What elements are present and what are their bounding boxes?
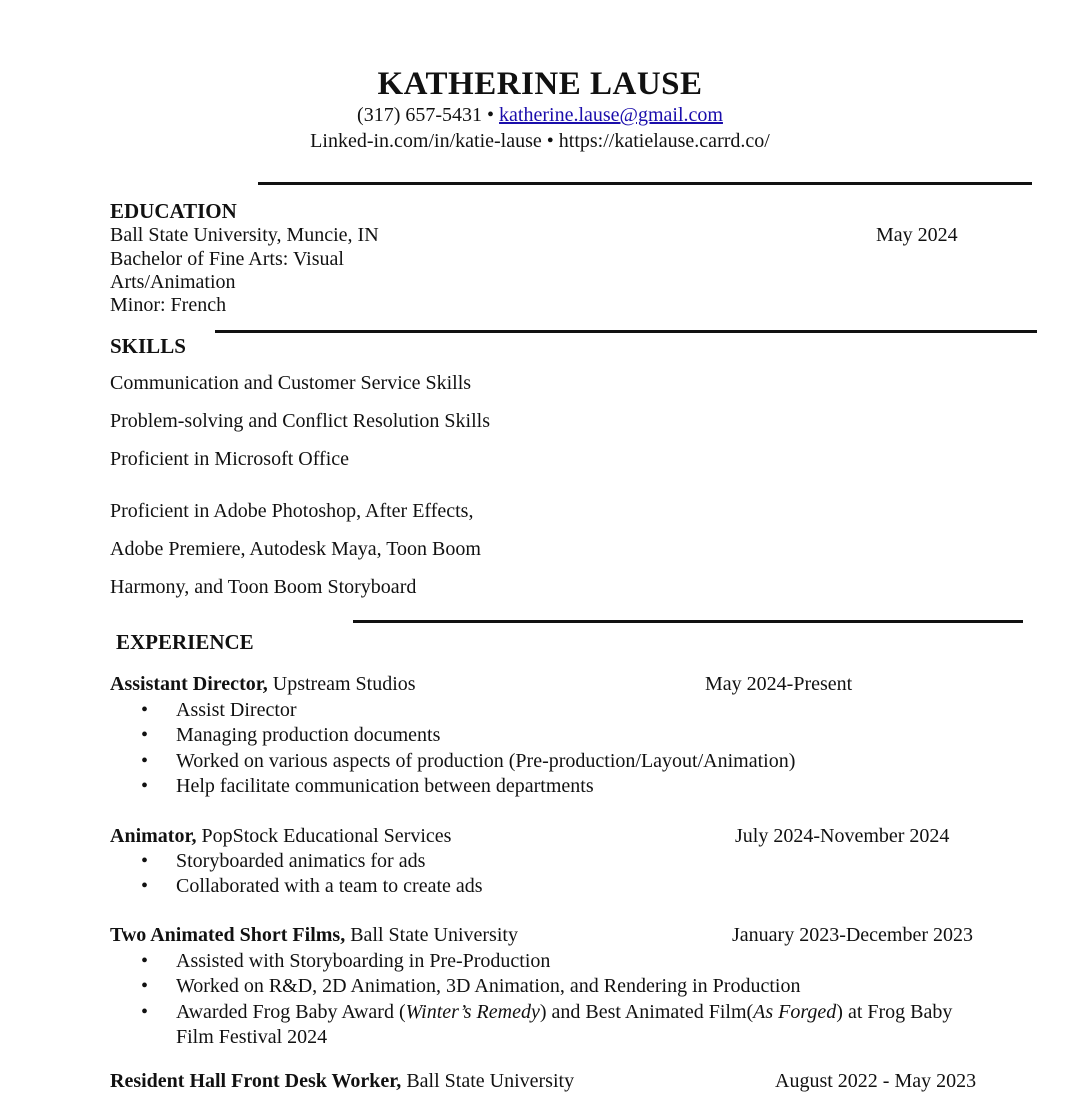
email-link[interactable]: katherine.lause@gmail.com (499, 104, 723, 126)
job-title: Assistant Director, (110, 673, 268, 695)
award-film-2: As Forged (753, 1000, 837, 1023)
divider-rule (258, 182, 1032, 185)
job-org: Ball State University (350, 924, 518, 946)
list-item: • Collaborated with a team to create ads (110, 874, 483, 899)
linkedin-url: Linked-in.com/in/katie-lause (310, 130, 542, 152)
list-item: • Storyboarded animatics for ads (110, 849, 483, 874)
job-dates: January 2023-December 2023 (732, 924, 974, 946)
job-title-line (110, 1070, 574, 1093)
skill-item: Adobe Premiere, Autodesk Maya, Toon Boom (110, 538, 481, 560)
award-suffix: ) at Frog Baby Film Festival 2024 (176, 1000, 953, 1048)
skill-item: Problem-solving and Conflict Resolution Skills (110, 410, 490, 432)
degree-line-1: Bachelor of Fine Arts: Visual (110, 248, 344, 270)
job-title-line (110, 924, 518, 947)
list-item: • Assisted with Storyboarding in Pre-Production (110, 949, 976, 974)
job-dates: August 2022 - May 2023 (775, 1070, 977, 1092)
job-bullets (110, 849, 483, 900)
list-item: • Managing production documents (110, 723, 795, 748)
job-org: Ball State University (406, 1070, 575, 1092)
graduation-date: May 2024 (876, 224, 958, 246)
job-title-line (110, 825, 451, 848)
contact-line-2 (0, 130, 1080, 153)
separator: • (487, 104, 495, 126)
phone-number: (317) 657-5431 (357, 104, 483, 126)
separator: • (546, 130, 554, 152)
experience-heading: EXPERIENCE (116, 630, 254, 654)
skill-item: Proficient in Adobe Photoshop, After Effects, (110, 500, 474, 522)
job-bullets (110, 949, 976, 1050)
list-item: • Worked on R&D, 2D Animation, 3D Animation, and Rendering in Production (110, 974, 976, 999)
job-title: Animator, (110, 825, 197, 847)
skill-item: Proficient in Microsoft Office (110, 448, 350, 470)
job-bullets (110, 698, 795, 799)
award-list-item (110, 1000, 976, 1050)
skill-item: Communication and Customer Service Skills (110, 372, 472, 394)
resume-name: KATHERINE LAUSE (377, 66, 703, 102)
education-heading: EDUCATION (110, 199, 237, 223)
contact-line-1 (0, 104, 1080, 127)
list-item: • Help facilitate communication between departments (110, 774, 795, 799)
divider-rule (353, 620, 1023, 623)
minor: Minor: French (110, 294, 227, 316)
job-dates: May 2024-Present (705, 673, 853, 695)
skills-heading: SKILLS (110, 334, 186, 358)
divider-rule (215, 330, 1037, 333)
job-title: Resident Hall Front Desk Worker, (110, 1070, 402, 1092)
job-title: Two Animated Short Films, (110, 924, 346, 946)
job-title-line (110, 673, 416, 696)
job-dates: July 2024-November 2024 (735, 825, 950, 847)
award-middle: ) and Best Animated Film( (539, 1000, 754, 1023)
website-url: https://katielause.carrd.co/ (558, 130, 770, 152)
award-prefix: Awarded Frog Baby Award ( (176, 1000, 406, 1023)
degree-line-2: Arts/Animation (110, 271, 236, 293)
list-item: • Assist Director (110, 698, 795, 723)
job-org: Upstream Studios (272, 673, 416, 695)
school-name: Ball State University, Muncie, IN (110, 224, 379, 246)
award-film-1: Winter’s Remedy (405, 1000, 540, 1023)
skill-item: Harmony, and Toon Boom Storyboard (110, 576, 417, 598)
job-org: PopStock Educational Services (201, 825, 452, 847)
list-item: • Worked on various aspects of production (Pre-production/Layout/Animation) (110, 749, 795, 774)
